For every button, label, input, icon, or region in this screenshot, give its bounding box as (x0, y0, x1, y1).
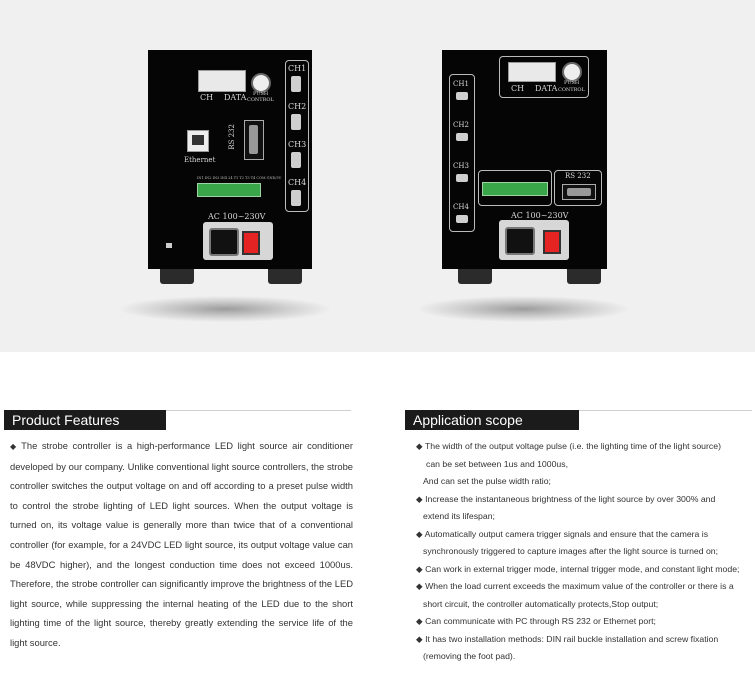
back-terminal-block (482, 182, 548, 196)
product-features-heading: Product Features (4, 410, 166, 430)
front-power-socket (209, 228, 239, 256)
front-label-rs232: RS 232 (228, 124, 236, 150)
back-foot-right (567, 268, 601, 284)
back-label-ch: CH (511, 84, 525, 93)
scope-line: (removing the foot pad). (423, 651, 516, 661)
back-ch4-connector (456, 215, 468, 223)
front-label-data: DATA (224, 93, 247, 102)
front-label-ch4: CH4 (288, 178, 307, 187)
back-ch2-connector (456, 133, 468, 141)
back-ch3-connector (456, 174, 468, 182)
back-label-ch1: CH1 (453, 80, 469, 88)
back-label-rs232: RS 232 (565, 172, 591, 180)
front-ch2-connector (291, 114, 301, 130)
front-label-push: PUSH (253, 91, 269, 97)
application-scope-heading: Application scope (405, 410, 579, 430)
scope-line: ◆ The width of the output voltage pulse (i.e. the lighting time of the light source) (416, 441, 721, 451)
front-push-knob (251, 73, 271, 93)
back-label-data: DATA (535, 84, 558, 93)
back-foot-left (458, 268, 492, 284)
back-label-push: PUSH (564, 80, 580, 86)
scope-line: ◆ When the load current exceeds the maximum value of the controller or there is a (416, 581, 734, 591)
scope-line: And can set the pulse width ratio; (423, 476, 551, 486)
front-foot-right (268, 268, 302, 284)
front-foot-left (160, 268, 194, 284)
application-scope-list (416, 438, 755, 666)
scope-line: ◆ Can communicate with PC through RS 232 or Ethernet port; (416, 616, 656, 626)
back-lcd-display (508, 62, 556, 82)
front-label-ch: CH (200, 93, 214, 102)
front-ch4-connector (291, 190, 301, 206)
scope-line: synchronously triggered to capture images after the light source is turned on; (423, 546, 719, 556)
back-ch1-connector (456, 92, 468, 100)
product-features-paragraph: The strobe controller is a high-performance LED light source air conditioner developed by our company. Unlike conventional light source controllers, the strobe controller switches the output voltage on and off according to a preset pulse width to control the strobe lighting of LED light sources. When the output voltage is turned on, its voltage value is generally more than twice that of a conventional controller (for example, for a 24VDC LED light source, its output voltage value can be 48VDC higher), and the longest conduction time does not exceed 1000us. Therefore, the strobe controller can significantly improve the brightness of the LED light source, while suppressing the internal heating of the LED due to the short lighting time of the light source, thereby greatly extending the service life of the light source. (10, 440, 354, 648)
front-label-ch2: CH2 (288, 102, 307, 111)
application-scope-rule (579, 410, 752, 411)
front-ch1-connector (291, 76, 301, 92)
scope-line: ◆ Automatically output camera trigger signals and ensure that the camera is (416, 528, 709, 539)
back-power-switch (543, 230, 561, 254)
scope-line: short circuit, the controller automatically protects,Stop output; (423, 598, 659, 609)
front-power-switch (242, 231, 260, 255)
front-rs232-port (244, 120, 264, 160)
back-rs232-port (562, 184, 596, 200)
scope-line: ◆ It has two installation methods: DIN rail buckle installation and screw fixation (416, 633, 719, 644)
front-label-ethernet: Ethernet (184, 156, 216, 164)
scope-line: ◆ Can work in external trigger mode, internal trigger mode, and constant light mode; (416, 563, 740, 574)
scope-line: ◆ Increase the instantaneous brightness of the light source by over 300% and (416, 493, 716, 504)
back-label-ch3: CH3 (453, 162, 469, 170)
back-push-knob (562, 62, 582, 82)
back-label-control: CONTROL (558, 87, 585, 93)
front-label-ch1: CH1 (288, 64, 307, 73)
front-terminal-labels: IN1 IN2 IN3 IN4 24 T1 T2 T3 T4 COM GND/5V (197, 176, 282, 180)
front-terminal-block (197, 183, 261, 197)
back-label-ch4: CH4 (453, 203, 469, 211)
scope-line: extend its lifespan; (423, 511, 495, 521)
front-ch3-connector (291, 152, 301, 168)
front-label-control: CONTROL (247, 97, 274, 103)
back-power-socket (505, 227, 535, 255)
front-unit-shadow (120, 296, 330, 322)
product-features-text (10, 436, 353, 653)
ethernet-port (187, 130, 209, 152)
back-unit-shadow (418, 296, 628, 322)
ground-icon (166, 243, 172, 248)
front-lcd-display (198, 70, 246, 92)
back-label-ch2: CH2 (453, 121, 469, 129)
front-label-ch3: CH3 (288, 140, 307, 149)
bullet-icon: ◆ (10, 442, 19, 451)
scope-line: can be set between 1us and 1000us, (426, 458, 569, 469)
front-label-ac: AC 100~230V (208, 212, 266, 221)
back-label-ac: AC 100~230V (511, 211, 569, 220)
product-features-rule (166, 410, 351, 411)
